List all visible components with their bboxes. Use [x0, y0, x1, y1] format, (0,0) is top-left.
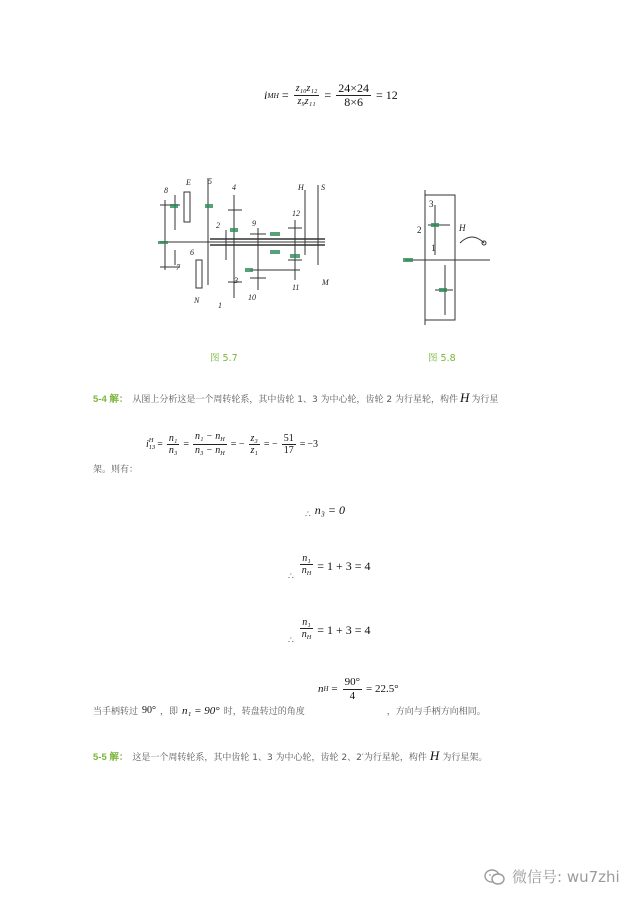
fig57-label-3: 3 [234, 276, 238, 285]
eq-lhs-sub: MH [267, 90, 279, 100]
fig57-label-12: 12 [292, 209, 300, 218]
fig58-label-2: 2 [417, 225, 422, 235]
problem-5-4-last-line: 当手柄转过 90° ，即 n₁ = 90° 时，转盘转过的角度 ，方向与手柄方向相同。 [93, 704, 486, 717]
fig57-label-9: 9 [252, 219, 256, 228]
fig58-label-H: H [459, 223, 466, 233]
fig57-label-1: 1 [218, 301, 222, 310]
equation-transmission-ratio: i H 13 = $\frac{\text{n₁}}{\text{n₃}}$ = $\frac{n_1 - n_H}{n_3 - n_H}$ = − $\frac{\text{z₃}}{\text{z₁}}$ = − $\frac{51}{17}$ = −3 [146, 431, 318, 457]
equation-gear-ratio-mh: i MH = $\frac{\text{z₁₀z₁₂}}{\text{z₉z₁₁}}$ = $\frac{24\times 24}{8\times 6}$ = 12 [264, 81, 398, 109]
figure-5-7-diagram [150, 170, 350, 320]
problem-tag: 5-5 解： [93, 752, 129, 763]
fig57-label-5: 5 [208, 177, 212, 186]
problem-text: 从图上分析这是一个周转轮系，其中齿轮 1、3 为中心轮，齿轮 2 为行星轮，构件 [132, 394, 458, 405]
fig57-label-2: 2 [216, 221, 220, 230]
problem-5-4-line1 [93, 390, 498, 406]
equation-ratio-2: ∴ $\frac{\text{n₁}}{n_H}$ = 1 + 3 = 4 [288, 616, 371, 646]
figure-5-8-diagram [395, 185, 505, 330]
fig57-label-S: S [321, 183, 325, 192]
fig57-label-6: 6 [190, 248, 194, 257]
figure-5-7-caption: 图 5.7 [210, 353, 238, 364]
fig58-label-1: 1 [431, 243, 436, 253]
fig57-label-10: 10 [248, 293, 256, 302]
problem-text-after: 为行星 [471, 394, 499, 405]
equation-nH: n H = $\frac{90^\circ}{4}$ = 22.5° [318, 676, 399, 702]
fig57-label-7: 7 [176, 263, 180, 272]
wechat-icon [484, 868, 506, 886]
fig58-label-3: 3 [429, 199, 434, 209]
problem-5-4-cont: 架。则有： [93, 465, 139, 475]
fig57-label-M: M [322, 278, 329, 287]
equation-ratio-1: ∴ $\frac{\text{n₁}}{n_H}$ = 1 + 3 = 4 [288, 552, 371, 582]
fig57-label-H: H [298, 183, 304, 192]
watermark-text: 微信号: wu7zhi [512, 868, 620, 886]
fig57-label-11: 11 [292, 283, 300, 292]
wechat-watermark [484, 866, 620, 887]
fig57-label-N: N [194, 296, 200, 305]
fig57-label-E: E [186, 178, 191, 187]
problem-tag: 5-4 解： [93, 394, 129, 405]
equation-n3-zero: ∴ n₃ = 0 [305, 502, 346, 520]
h-symbol: H [460, 390, 470, 405]
eq-lhs: i [264, 87, 268, 102]
h-symbol: H [429, 748, 440, 763]
fraction-values: $\frac{24\times 24}{8\times 6}$ [338, 81, 369, 109]
problem-5-5-line: 5-5 解： 这是一个周转轮系，其中齿轮 1、3 为中心轮，齿轮 2、2′为行星轮，构件 H 为行星架。 [93, 748, 488, 763]
fraction-teeth: $\frac{\text{z₁₀z₁₂}}{\text{z₉z₁₁}}$ [295, 83, 318, 107]
fig57-label-8: 8 [164, 186, 168, 195]
fig57-label-4: 4 [232, 183, 236, 192]
figure-5-8-caption: 图 5.8 [428, 353, 456, 364]
